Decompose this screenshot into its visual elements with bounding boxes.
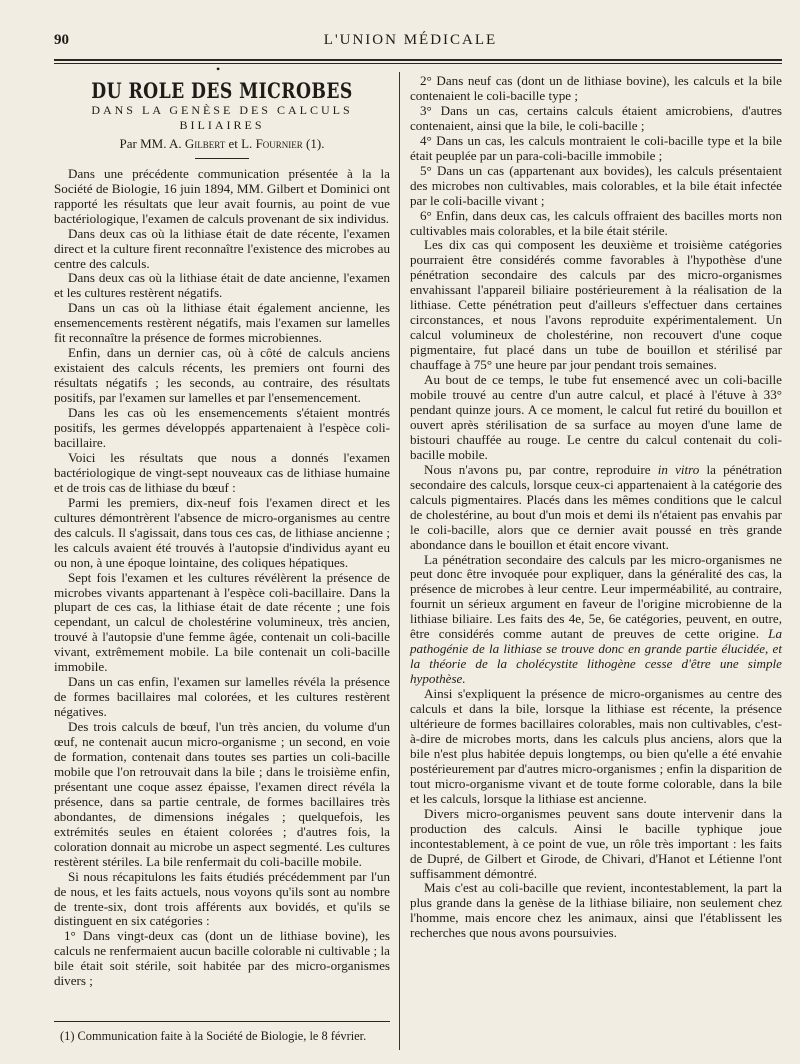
paragraph [410, 463, 782, 553]
article-subtitle: DANS LA GENÈSE DES CALCULS BILIAIRES [91, 102, 353, 132]
authors-mid: et L. [228, 135, 253, 151]
left-column [54, 74, 390, 989]
paragraph: Voici les résultats que nous a donnés l'examen bactériologique de vingt-sept nouveaux cas de lithiase humaine et de trois cas de lithiase du bœuf : [54, 449, 390, 495]
list-item: 4° Dans un cas, les calculs montraient le coli-bacille type et la bile était peuplée par un para-coli-bacille immobile ; [410, 132, 782, 163]
authors-prefix: Par MM. A. [119, 135, 182, 151]
paragraph: Dans deux cas où la lithiase était de date récente, l'examen direct et la culture firent reconnaître l'existence des microbes au centre des calculs. [54, 225, 390, 271]
author-gilbert: Gilbert [184, 135, 226, 151]
article-authors [54, 137, 390, 152]
ornament-dot: • [216, 62, 221, 76]
list-item: 5° Dans un cas (appartenant aux bovides), les calculs présentaient des microbes non cultivables, mais colorables, et la bile était infectée par le coli-bacille vivant ; [410, 162, 782, 208]
text-run: Nous n'avons pu, par contre, reproduire [424, 461, 651, 477]
paragraph: Divers micro-organismes peuvent sans doute intervenir dans la production des calculs. Ainsi le bacille typhique joue incontestablement, à ce point de vue, un rôle très important : les faits de Dupré, de Gilbert et Girode, de Chivari, d'Hanot et Létienne l'ont suffisamment démontré. [410, 805, 782, 881]
article-title: DU ROLE DES MICROBES [91, 78, 353, 103]
list-item: 6° Enfin, dans deux cas, les calculs offraient des bacilles morts non cultivables mais colorables, et la bile était stérile. [410, 207, 782, 238]
column-divider [399, 72, 400, 1050]
paragraph: Dans un cas enfin, l'examen sur lamelles révéla la présence de formes bacillaires mal colorées, et les cultures restèrent négatives. [54, 674, 390, 720]
authors-note: (1). [306, 135, 325, 151]
paragraph: Des trois calculs de bœuf, l'un très ancien, du volume d'un œuf, ne contenait aucun micro-organisme ; un second, en voie de formation, contenait dans toutes ses parties un coli-bacille mobile que l'on retrouvait dans la bile ; dans le troisième enfin, présentant une coque assez épaisse, l'examen direct révéla la présence, dans sa partie centrale, de formes bacillaires très abondantes, de dimensions inégales ; quelquefois, les extrémités seules en étaient colorées ; d'autres fois, la coloration donnait au microbe un aspect segmenté. Les cultures restèrent stériles. La bile renfermait du coli-bacille mobile. [54, 719, 390, 869]
italic-text: La pathogénie de la lithiase se trouve donc en grande partie élucidée, et la théorie de la cholécystite lithogène cesse d'être une simple hypothèse. [410, 626, 782, 687]
paragraph: Dans un cas où la lithiase était également ancienne, les ensemencements restèrent négatifs, mais l'examen sur lamelles fit reconnaître la présence de formes microbiennes. [54, 300, 390, 346]
paragraph: Dans les cas où les ensemencements s'étaient montrés positifs, les germes développés appartenaient à l'espèce coli-bacillaire. [54, 405, 390, 450]
journal-title: L'UNION MÉDICALE [323, 32, 498, 48]
paragraph: Dans deux cas où la lithiase était de date ancienne, l'examen et les cultures restèrent négatifs. [54, 270, 390, 301]
right-column [410, 74, 782, 941]
running-header [54, 32, 782, 56]
text-run: la pénétration secondaire des calculs, lorsque ceux-ci appartenaient à la catégorie des calculs pigmentaires. Placés dans les mêmes conditions que le calcul de cholestérine, au bout d'un mois et demi ils n'étaient pas envahis par le coli-bacille, alors que ce dernier avait poussé en très grande abondance dans le bouillon et était encore vivant. [410, 461, 783, 552]
paragraph: Dans une précédente communication présentée à la la Société de Biologie, 16 juin 1894, MM. Gilbert et Dominici ont rapporté les résultats que leur avait fournis, au point de vue bactériologique, l'examen de calculs provenant de six individus. [54, 165, 390, 226]
footnote: (1) Communication faite à la Société de Biologie, le 8 février. [60, 1029, 367, 1043]
list-item: 1° Dans vingt-deux cas (dont un de lithiase bovine), les calculs ne renfermaient aucun bacille colorable ni cultivable ; la bile était soit stérile, soit habitée par des micro-organismes divers ; [54, 928, 390, 989]
paragraph: Sept fois l'examen et les cultures révélèrent la présence de microbes vivants appartenant à l'espèce coli-bacillaire. Dans la plupart de ces cas, la lithiase était de date récente ; une fois cependant, un calcul de cholestérine volumineux, très ancien, trouvé à l'autopsie d'une femme âgée, contenait un coli-bacille vivant, extrêmement mobile. La bile contenait un coli-bacille immobile. [54, 569, 390, 675]
page-number: 90 [54, 32, 69, 48]
paragraph: Mais c'est au coli-bacille que revient, incontestablement, la part la plus grande dans la genèse de la lithiase biliaire, non seulement chez l'homme, mais encore chez les animaux, ainsi que l'établissent les recherches que nous avons poursuivies. [410, 880, 782, 941]
paragraph: Parmi les premiers, dix-neuf fois l'examen direct et les cultures démontrèrent l'absence de micro-organismes au centre des calculs. Il s'agissait, dans tous ces cas, de lithiase ancienne ; les calculs avaient été trouvés à l'autopsie d'individus ayant eu ou non, à une époque lointaine, des coliques hépatiques. [54, 494, 390, 570]
header-rule [54, 59, 782, 61]
title-rule [195, 158, 249, 159]
paragraph: Les dix cas qui composent les deuxième et troisième catégories pourraient être considérés comme favorables à l'hypothèse d'une pénétration secondaire des calculs par des micro-organismes envahissant l'appareil biliaire postérieurement à la réalisation de la lithiase. Cette pénétration peut d'ailleurs s'effectuer dans certaines circonstances, et nous l'avons reproduite expérimentalement. Un calcul volumineux de cholestérine, non recouvert d'une coque pigmentaire, fut placé dans un tube de bouillon et stérilisé par chauffage à 75° une heure par jour pendant trois semaines. [410, 237, 782, 373]
paragraph: Si nous récapitulons les faits étudiés précédemment par l'un de nous, et les faits actuels, nous voyons qu'ils sont au nombre de trente-six, dont trois afférents aux bovidés, et qu'ils se distinguent en six catégories : [54, 868, 390, 929]
author-fournier: Fournier [255, 135, 303, 151]
italic-text: in vitro [657, 461, 700, 477]
list-item: 2° Dans neuf cas (dont un de lithiase bovine), les calculs et la bile contenaient le coli-bacille type ; [410, 73, 782, 103]
paragraph: Ainsi s'expliquent la présence de micro-organismes au centre des calculs et dans la bile, lorsque la lithiase est récente, la présence ultérieure de formes bacillaires colorables, mais non cultivables, c'est-à-dire de microbes morts, dans les calculs plus anciens, alors que la bile n'est plus habitée depuis longtemps, ou bien qu'elle a été envahie postérieurement par d'autres micro-organismes ; enfin la disparition de tout micro-organisme vivant et de toute forme colorable, dans la bile et les calculs, lorsque la lithiase est ancienne. [410, 686, 782, 806]
text-run: La pénétration secondaire des calculs par les micro-organismes ne peut donc être invoquée pour expliquer, dans la généralité des cas, la présence de microbes à leur centre. Leur imperméabilité, au contraire, fournit un sérieux argument en faveur de l'origine microbienne de la lithiase biliaire. Les faits des 4e, 5e, 6e catégories, peuvent, en outre, être considérés comme autant de preuves de cette origine. [410, 551, 782, 642]
paragraph: Enfin, dans un dernier cas, où à côté de calculs anciens existaient des calculs récents, les premiers ont fourni des résultats négatifs ; les seconds, au contraire, des résultats positifs, par l'examen sur lamelles et par l'ensemencement. [54, 345, 390, 406]
paragraph [410, 553, 782, 688]
footnote-rule [54, 1021, 390, 1022]
paragraph: Au bout de ce temps, le tube fut ensemencé avec un coli-bacille mobile trouvé au centre d'un autre calcul, et placé à l'étuve à 33° pendant quinze jours. A ce moment, le calcul fut retiré du bouillon et ouvert après stérilisation de sa surface au moyen d'une lame de bistouri chauffée au rouge. Le centre du calcul contenait du coli-bacille mobile. [410, 372, 782, 462]
list-item: 3° Dans un cas, certains calculs étaient amicrobiens, d'autres contenaient, ainsi que la bile, le coli-bacille ; [410, 102, 782, 133]
header-rule-thin [54, 63, 782, 64]
